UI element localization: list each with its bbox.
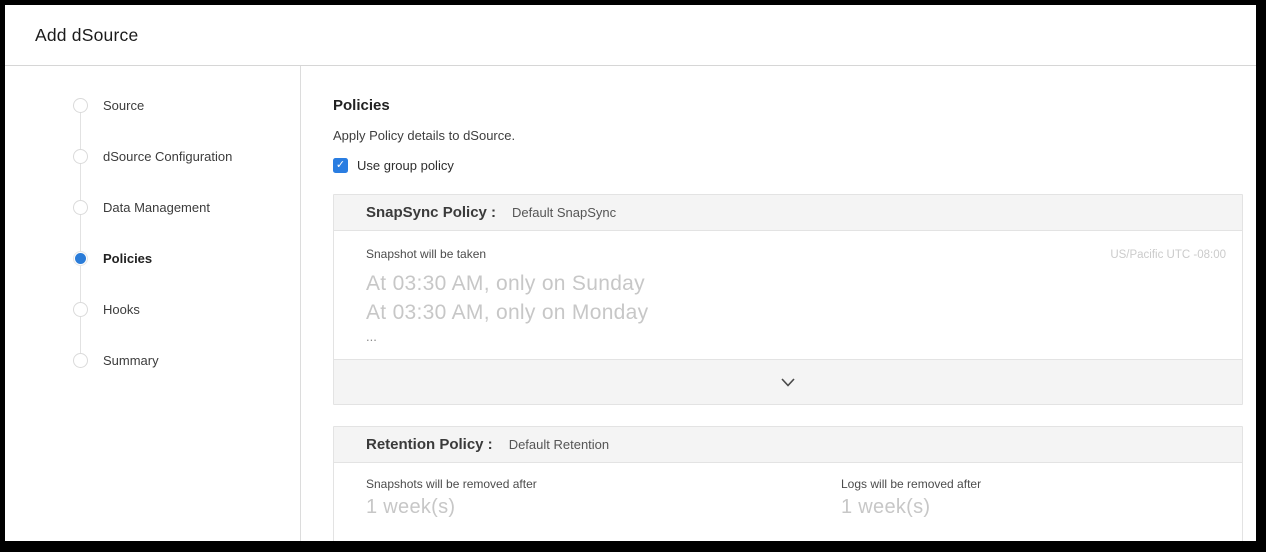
step-summary[interactable] [73,353,300,368]
timezone-label: US/Pacific UTC -08:00 [1110,249,1226,261]
step-label: Policies [103,251,153,266]
use-group-policy-row [333,158,1243,173]
step-source[interactable] [73,98,300,113]
retention-policy-title: Retention Policy : [366,436,493,453]
section-heading: Policies [333,97,390,114]
snapsync-policy-value: Default SnapSync [512,205,617,220]
dialog-header [5,5,1256,66]
chevron-down-icon [781,378,795,387]
step-circle-icon [73,353,88,368]
schedule-truncation-ellipsis: ... [366,329,377,344]
schedule-entry: At 03:30 AM, only on Monday [366,301,649,324]
step-dsource-configuration[interactable] [73,149,300,164]
step-label: Summary [103,353,159,368]
logs-retention-column [841,477,981,519]
schedule-entry: At 03:30 AM, only on Sunday [366,272,645,295]
step-circle-icon [73,200,88,215]
step-data-management[interactable] [73,200,300,215]
snapsync-policy-panel [333,194,1243,405]
snapshots-retention-column [366,477,841,519]
step-hooks[interactable] [73,302,300,317]
stepper-connector-line [80,106,81,362]
step-active-dot-icon [73,251,88,266]
page-title: Add dSource [35,24,139,45]
policies-panel [301,66,1256,541]
snapshot-schedule [366,269,1226,351]
step-policies[interactable] [73,251,300,266]
logs-retention-value: 1 week(s) [841,496,931,518]
step-label: dSource Configuration [103,149,233,164]
retention-policy-value: Default Retention [508,437,610,452]
retention-policy-header [334,427,1242,463]
retention-policy-body [334,463,1242,541]
wizard-stepper [73,98,300,368]
step-label: Hooks [103,302,140,317]
snapshots-retention-label: Snapshots will be removed after [366,477,537,491]
snapsync-policy-header [334,195,1242,231]
section-description: Apply Policy details to dSource. [333,128,516,143]
snapsync-policy-title: SnapSync Policy : [366,204,497,221]
step-circle-icon [73,302,88,317]
snapsync-expand-bar[interactable] [334,359,1242,404]
step-label: Source [103,98,145,113]
use-group-policy-label: Use group policy [357,158,454,173]
logs-retention-label: Logs will be removed after [841,477,982,491]
step-label: Data Management [103,200,210,215]
wizard-sidebar [5,66,301,541]
step-circle-icon [73,149,88,164]
retention-policy-panel [333,426,1243,541]
snapshot-schedule-label: Snapshot will be taken [366,247,487,261]
use-group-policy-checkbox[interactable]: ✓ [333,158,348,173]
snapshots-retention-value: 1 week(s) [366,496,456,518]
snapsync-policy-body [334,231,1242,359]
step-circle-icon [73,98,88,113]
